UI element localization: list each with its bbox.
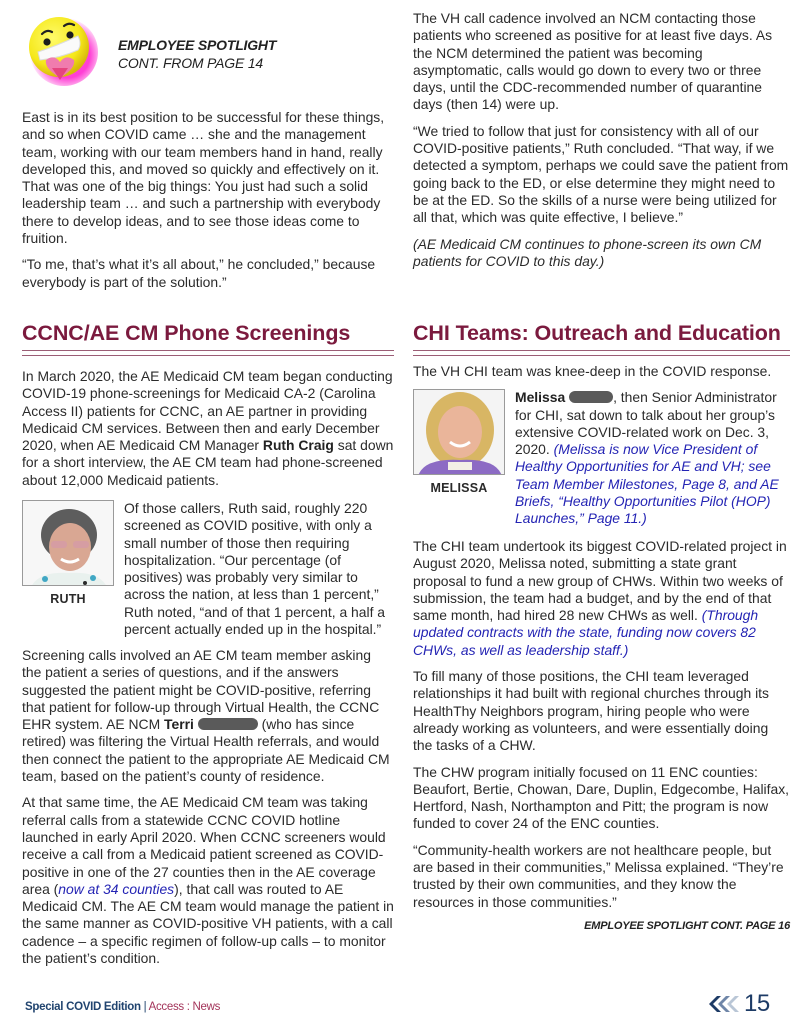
melissa-photo [413, 389, 505, 475]
ruth-block [22, 500, 394, 647]
masked-hugging-emoji-icon [24, 12, 98, 86]
quote-paragraph: “To me, that’s what it’s all about,” he concluded,” because everybody is part of the solution.” [22, 256, 376, 290]
text: At that same time, the AE Medicaid CM team was taking referral calls from a statewide CCNC COVID hotline launched in early April 2020. When CCNC screeners would receive a call from a Medicaid patient screened as COVID-positive in one of the 27 counties then in the AE coverage area ( [22, 794, 386, 897]
screening-calls [22, 647, 394, 976]
right-column [413, 10, 790, 279]
page-number [707, 990, 770, 1018]
intro-paragraph: East is in its best position to be successful for these things, and so when COVID came … she and the management team, working with our team members hand in hand, really developed this, and moved so quickly and effectively on it. That was one of the big things: You just had such a solid leadership team … and such a partnership with everybody there to develop ideas, and to see those ideas come to fruition. [22, 109, 385, 247]
ruth-photo-figure [22, 500, 114, 606]
editor-note: (Melissa is now Vice President of Healthy Opportunities for AE and VH; see Team Member Milestones, Page 8, and AE Briefs, “Healthy Opportunities Pilot (HOP) Launches,” Page 11.) [515, 441, 779, 527]
section-divider [413, 350, 790, 356]
spotlight-continued-from: CONT. FROM PAGE 14 [118, 55, 263, 71]
section-title-chi: CHI Teams: Outreach and Education [413, 321, 781, 345]
person-name: Terri [164, 716, 194, 733]
paragraph: To fill many of those positions, the CHI team leveraged relationships it had built with regional churches through its HealthThy Neighbors program, hiring people who were already working as volunteers, and were essentially doing the tasks of a CHW. [413, 668, 769, 754]
editor-note: (AE Medicaid CM continues to phone-screen its own CM patients for COVID to this day.) [413, 235, 762, 269]
melissa-portrait-image [414, 390, 505, 475]
text: The CHI team undertook its biggest COVID-related project in August 2020, Melissa noted, submitting a state grant proposal to fund a new group of CHWs. Within two weeks of submission, the team had a budget, and by the end of that same month, had hired 28 new CHWs as well. [413, 538, 787, 624]
person-name: Melissa [515, 389, 566, 406]
section-ccnc [22, 320, 394, 356]
spotlight-title: EMPLOYEE SPOTLIGHT [118, 37, 277, 53]
paragraph: The VH CHI team was knee-deep in the COVID response. [413, 363, 772, 379]
paragraph: The VH call cadence involved an NCM contacting those patients who screened as positive for at least five days. As the NCM determined the patient was becoming asymptomatic, calls would go down to every two or three days, until the CDC-recommended number of quarantine days (then 14) were up. [413, 10, 773, 113]
ruth-portrait-image [23, 501, 114, 586]
footer-edition [25, 1001, 220, 1013]
text: Screening calls involved an AE CM team member asking the patient a series of questions, and if the answers suggested the patient might be COVID-positive, referring that patient for follow-up through Virtual Health, the CCNC EHR system. AE NCM [22, 647, 380, 733]
paragraph [22, 368, 394, 489]
text: (who has since retired) was filtering the Virtual Health referrals, and would then connect the patient to the appropriate AE Medicaid CM team, based on the patient’s county of residence. [22, 716, 390, 785]
person-name: Ruth Craig [262, 437, 334, 454]
paragraph [413, 538, 790, 659]
paragraph [22, 794, 394, 967]
paragraph: “We tried to follow that just for consistency with all of our COVID-positive patients,” Ruth concluded. “That way, if we detected a symptom, perhaps we could save the patient from going back to the ED, or else determine they might need to be at the ED. So the skills of a nurse were being utilized for all that, which was quite effective, I believe.” [413, 122, 789, 226]
text: ), that call was routed to AE Medicaid CM. The AE CM team would manage the patient in the same manner as COVID-positive VH patients, with a call cadence – a specific regimen of follow-up calls – to monitor the patient’s condition. [22, 880, 394, 967]
photo-caption-ruth: RUTH [50, 592, 86, 606]
melissa-paragraph [515, 389, 790, 527]
paragraph: “Community-health workers are not healthcare people, but are based in their communities,” Melissa explained. “They’re trusted by their own communities, and they know the resources in those communities.” [413, 841, 784, 910]
paragraph: The CHW program initially focused on 11 ENC counties: Beaufort, Bertie, Chowan, Dare, Duplin, Edgecombe, Halifax, Hertford, Nash, Northampton and Pitt; the program is now funded to cover 24 of the ENC counties. [413, 763, 790, 832]
ccnc-body [22, 368, 394, 498]
chi-body-cont [413, 538, 790, 932]
editor-note: (Through updated contracts with the state, funding now covers 82 CHWs, as well as leadership staff.) [413, 607, 759, 658]
triple-chevron-left-icon [707, 995, 741, 1013]
continued-on-link[interactable]: EMPLOYEE SPOTLIGHT CONT. PAGE 16 [584, 919, 790, 932]
editor-note: now at 34 counties [58, 880, 175, 897]
melissa-block [413, 389, 790, 536]
section-divider [22, 350, 394, 356]
text: sat down for a short interview, the AE CM team had phone-screened about 12,000 Medicaid patients. [22, 437, 394, 488]
text: In March 2020, the AE Medicaid CM team began conducting COVID-19 phone-screenings for Medicaid CA-2 (Carolina Access II) patients for CCNC, an AE partner in providing Medicaid CM services. Between then and early December 2020, when AE Medicaid CM Manager [22, 368, 393, 454]
chi-body [413, 363, 790, 537]
ruth-photo [22, 500, 114, 586]
text: , then Senior Administrator for CHI, sat down to talk about her group’s extensive COVID-related work on Dec. 3, 2020. [515, 389, 777, 458]
paragraph [22, 647, 394, 785]
section-chi [413, 320, 790, 356]
edition-label: Special COVID Edition [25, 1001, 141, 1013]
left-column [22, 109, 394, 300]
photo-caption-melissa: MELISSA [430, 481, 488, 496]
section-title-ccnc: CCNC/AE CM Phone Screenings [22, 321, 351, 345]
redacted-surname [198, 718, 258, 730]
melissa-photo-figure [413, 389, 505, 495]
page-number-value: 15 [744, 990, 770, 1017]
ruth-paragraph: Of those callers, Ruth said, roughly 220 screened as COVID positive, with only a small number of those then requiring hospitalization. “Our percentage (of positives) was probably very similar to across the nation, at less than 1 percent,” Ruth noted, “and of that 1 percent, a half a percent actually ended up in the hospital.” [124, 500, 386, 638]
magazine-name: Access : News [148, 1001, 221, 1013]
spotlight-header [22, 10, 402, 90]
footer-separator: | [140, 1001, 149, 1013]
redacted-surname [569, 391, 613, 403]
